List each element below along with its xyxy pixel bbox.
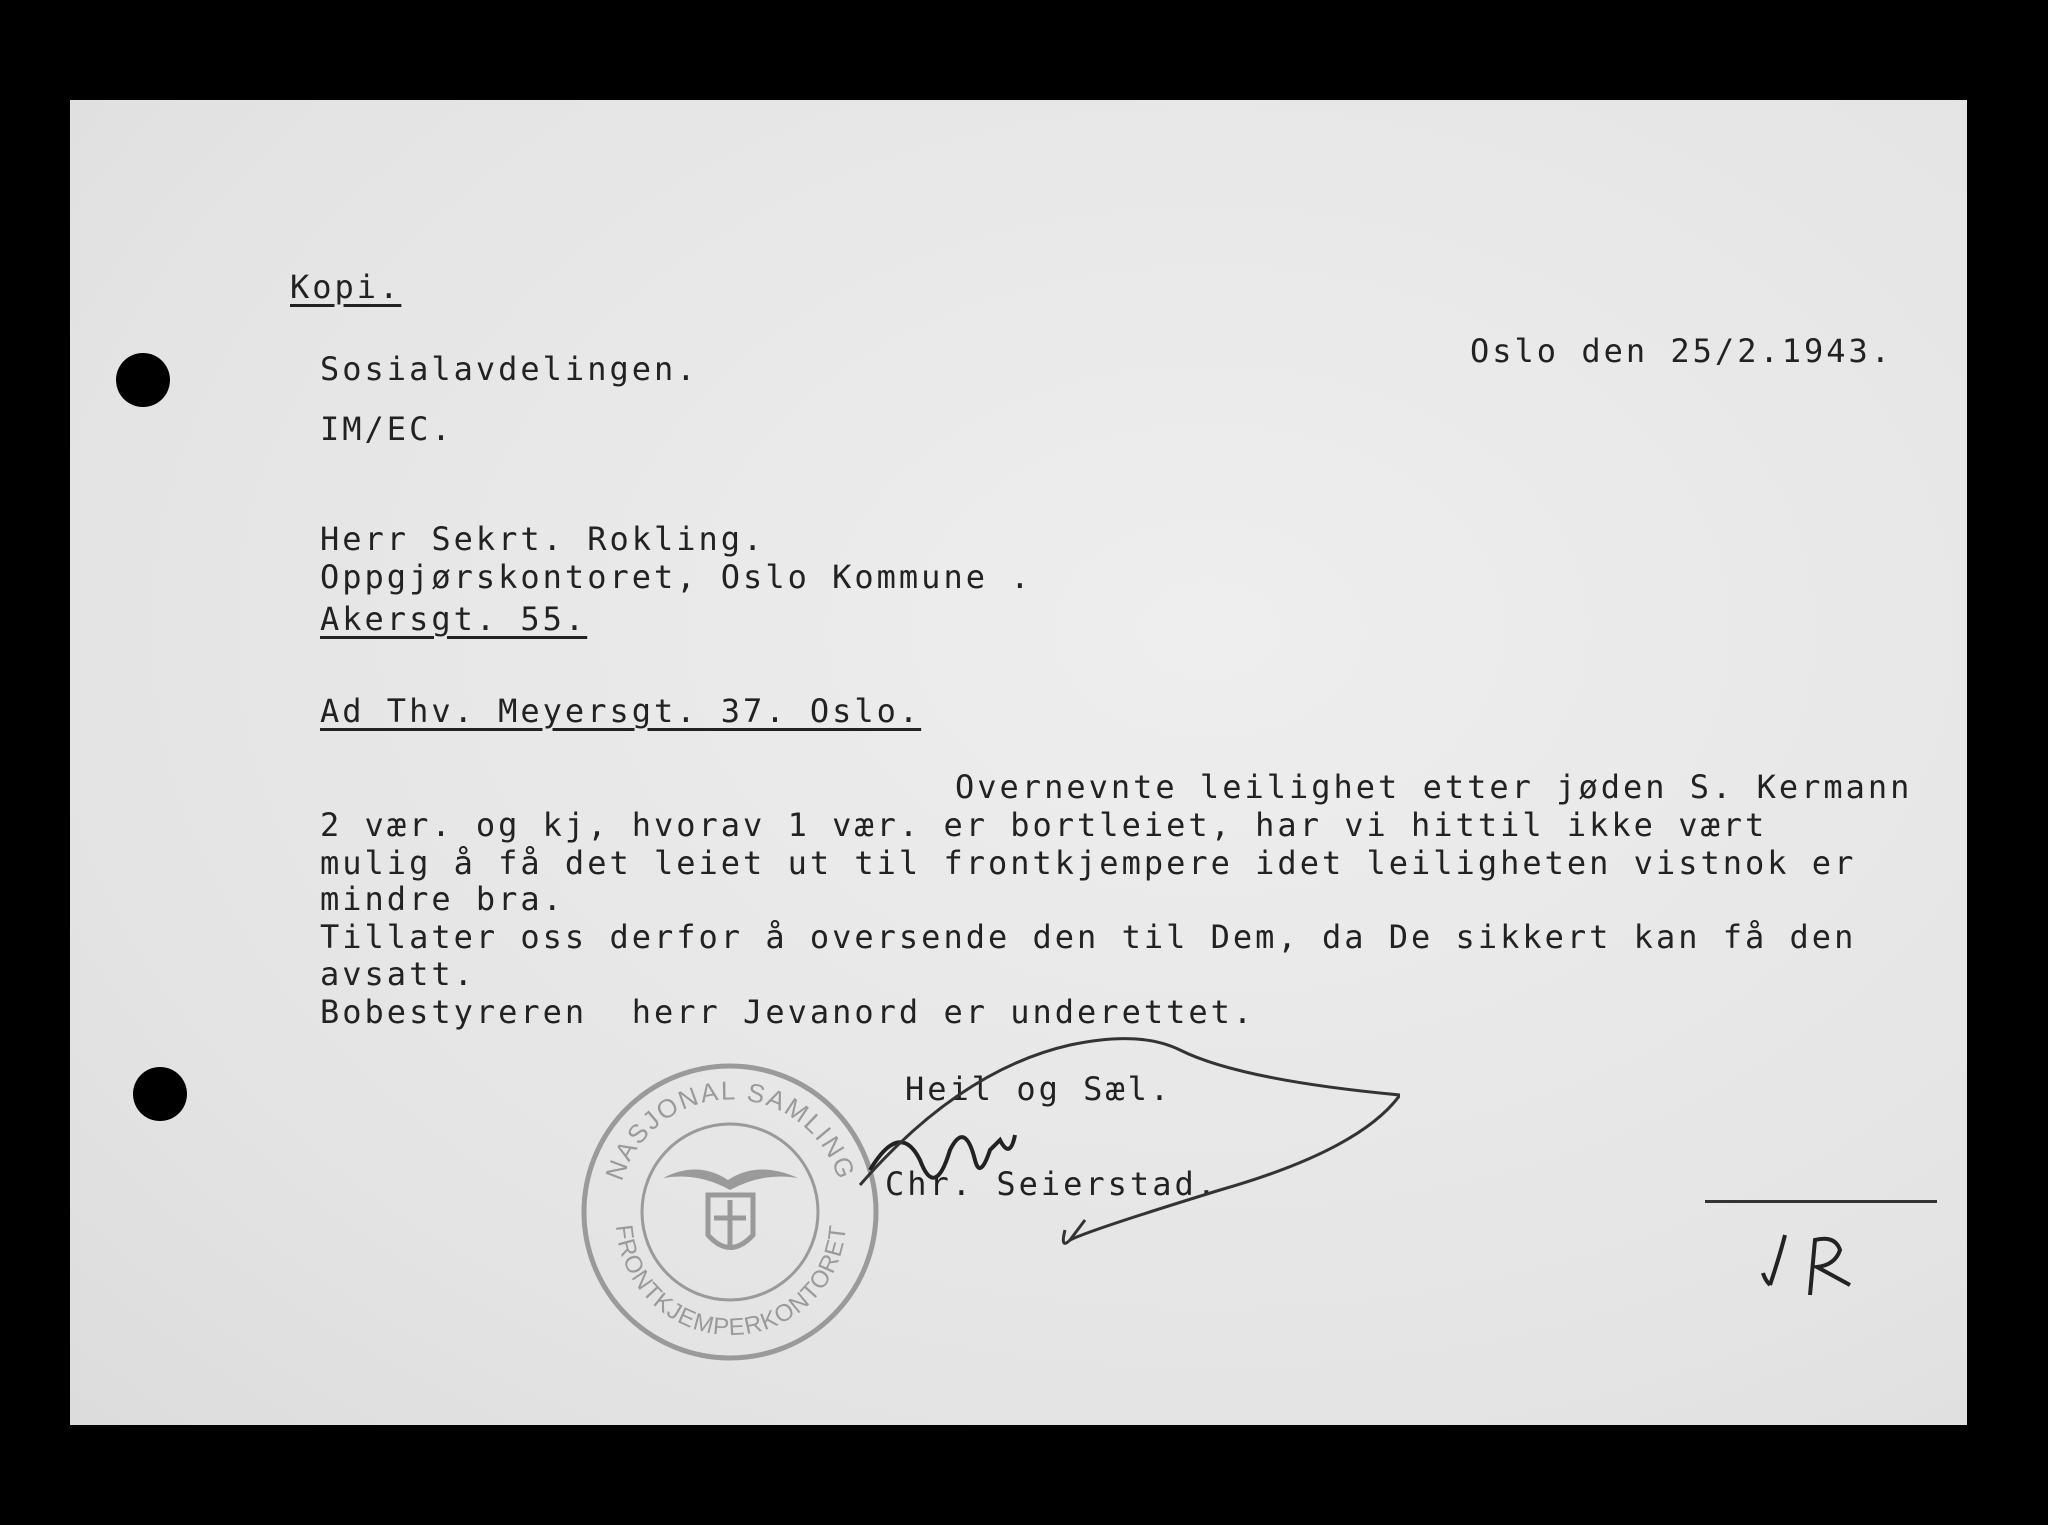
body-line: avsatt. [320, 955, 476, 993]
svg-text:NASJONAL SAMLING: NASJONAL SAMLING [599, 1075, 862, 1185]
addressee-line: Herr Sekrt. Rokling. [320, 520, 766, 558]
body-line: Tillater oss derfor å oversende den til Dem, da De sikkert kan få den [320, 918, 1857, 956]
handwritten-signature [840, 1030, 1400, 1270]
body-line: Overnevnte leilighet etter jøden S. Kermann [955, 768, 1913, 806]
addressee-line: Akersgt. 55. [320, 600, 588, 638]
handwritten-initials [1755, 1225, 1875, 1305]
body-line: 2 vær. og kj, hvorav 1 vær. er bortleiet, har vi hittil ikke vært [320, 806, 1768, 844]
body-line: mulig å få det leiet ut til frontkjempere idet leiligheten vistnok er [320, 844, 1857, 882]
reference-code: IM/EC. [320, 410, 454, 448]
addressee-line: Oppgjørskontoret, Oslo Kommune . [320, 558, 1033, 596]
svg-text:FRONTKJEMPERKONTORET: FRONTKJEMPERKONTORET [609, 1223, 853, 1342]
signatory-name: Chr. Seierstad. [885, 1165, 1219, 1203]
department-name: Sosialavdelingen. [320, 350, 699, 388]
subject-line: Ad Thv. Meyersgt. 37. Oslo. [320, 692, 922, 730]
closing-salutation: Heil og Sæl. [905, 1070, 1173, 1108]
punch-hole-top [116, 353, 170, 407]
margin-rule [1705, 1200, 1937, 1203]
nasjonal-samling-stamp [578, 1060, 883, 1365]
place-date: Oslo den 25/2.1943. [1470, 332, 1894, 370]
document-heading: Kopi. [290, 268, 402, 306]
punch-hole-bottom [133, 1067, 187, 1121]
body-line: mindre bra. [320, 880, 565, 918]
body-line: Bobestyreren herr Jevanord er underettet. [320, 993, 1256, 1031]
